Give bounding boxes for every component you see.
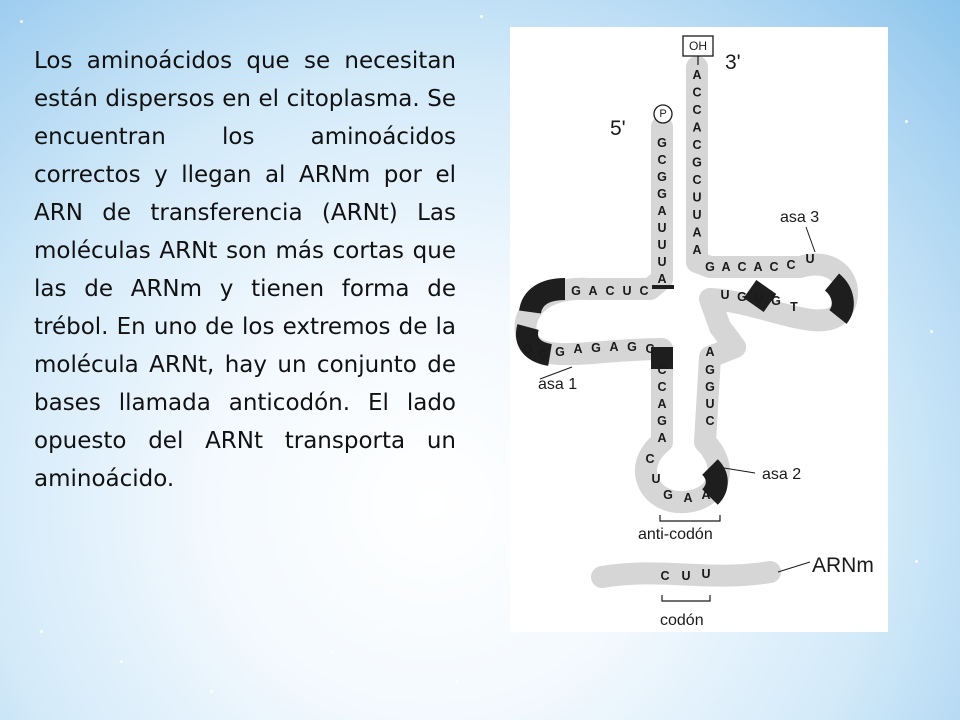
acceptor-5prime-base: G [657,170,667,184]
acceptor-3prime-base: U [692,190,702,205]
acceptor-5prime-base: A [657,204,667,218]
stem-left-base: A [657,397,667,411]
loop3-lower-base: U [754,291,764,305]
acceptor-3prime-base: C [692,103,702,117]
sparkle [120,660,123,663]
acceptor-5prime-base: G [657,136,667,150]
asa1-label: asa 1 [538,376,578,393]
sparkle [20,20,23,23]
loop1-bottom-base: G [538,348,548,362]
stem-left-base: C [657,380,667,394]
stem-left-base: C [657,363,667,377]
acceptor-5prime-base: A [657,272,667,286]
anticodon-bracket [660,515,720,521]
acceptor-3prime-base: A [692,120,702,135]
anticodon-loop-base: G [663,488,673,502]
anticodon-loop-base: C [645,452,655,466]
trna-diagram-svg [510,27,888,632]
sparkle [210,690,213,693]
loop1-bottom-base: A [573,342,583,356]
trna-diagram [510,27,888,632]
sparkle [480,15,483,18]
stem-right-base: G [705,380,715,394]
loop3-lower-base: T [790,300,798,314]
asa2-label: asa 2 [762,466,802,483]
stem-right-base: G [705,363,715,377]
sparkle [905,120,908,123]
sparkle [930,330,933,333]
loop3-upper-base: C [769,260,779,274]
loop1-top-base: A [588,284,598,298]
loop1-bottom-base: G [555,345,565,359]
loop3-lower-base: G [771,294,781,308]
sparkle [40,630,43,633]
acceptor-5prime-base: G [657,187,667,201]
stem-right-base: C [705,414,715,428]
asa3-label: asa 3 [780,209,820,226]
loop1-bottom-base: G [627,340,637,354]
body-paragraph: Los aminoácidos que se necesitan están dispersos en el citoplasma. Se encuentran los aminoácidos correctos y llegan al ARNm por el ARN de transferencia (ARNt) Las moléculas ARNt son más cortas que las de ARNm y tienen forma de trébol. En uno de los extremos de la molécula ARNt, hay un conjunto de bases llamada anticodón. El lado opuesto del ARNt transporta un aminoácido. [34,48,456,492]
acceptor-3prime-base: G [692,155,702,170]
loop1-bottom-base: C [645,342,655,356]
loop1-bottom-base: G [523,342,533,356]
anticodon-loop-base: U [651,472,661,486]
mrna-pointer [778,562,810,572]
loop3-lower-base: G [737,290,747,304]
codon-label: codón [660,612,704,629]
loop3-lower-base: U [720,288,730,302]
mrna-label: ARNm [812,554,874,577]
loop1-bottom-base: A [609,340,619,354]
acceptor-5prime-base: C [657,153,667,167]
stem-right-base: U [705,397,715,411]
acceptor-5prime-base: U [657,255,667,269]
loop1-top-base: C [639,284,649,298]
anticodon-loop-base: A [701,488,711,502]
sparkle [330,650,333,653]
acceptor-3prime-base: A [692,225,702,240]
acceptor-3prime-base: C [692,85,702,100]
loop3-upper-base: C [786,258,796,272]
loop3-upper-base: U [805,252,815,266]
acceptor-3prime-base: C [692,138,702,152]
loop3-upper-base: C [737,260,747,274]
anticodon-label: anti-codón [638,526,713,543]
loop1-top-base: C [605,284,615,298]
loop1-top-base: G [571,284,581,298]
stem-left-base: A [657,431,667,445]
oh-label: OH [689,39,707,53]
loop1-top-base: U [622,284,632,298]
sparkle [915,560,918,563]
stem-left-base: G [657,414,667,428]
sparkle [455,680,458,683]
acceptor-3prime-base: A [692,68,702,82]
codon-bracket [662,595,710,601]
codon-base: C [660,569,670,583]
acceptor-3prime-base: U [692,208,702,222]
three-prime-label: 3' [725,51,741,74]
acceptor-3prime-base: A [692,243,702,257]
acceptor-5prime-base: U [657,238,667,252]
loop1-bottom-base: G [591,341,601,355]
asa3-pointer [806,227,815,252]
loop3-upper-base: A [721,260,731,274]
loop3-upper-base: G [705,260,715,274]
phosphate-label: P [659,108,667,120]
loop3-upper-base: A [753,260,763,274]
codon-base: U [701,567,711,581]
stem-right-base: A [705,345,715,359]
acceptor-5prime-base: U [657,221,667,235]
five-prime-label: 5' [610,117,626,140]
anticodon-loop-base: A [683,491,693,505]
codon-base: U [681,569,691,583]
acceptor-3prime-base: C [692,173,702,187]
